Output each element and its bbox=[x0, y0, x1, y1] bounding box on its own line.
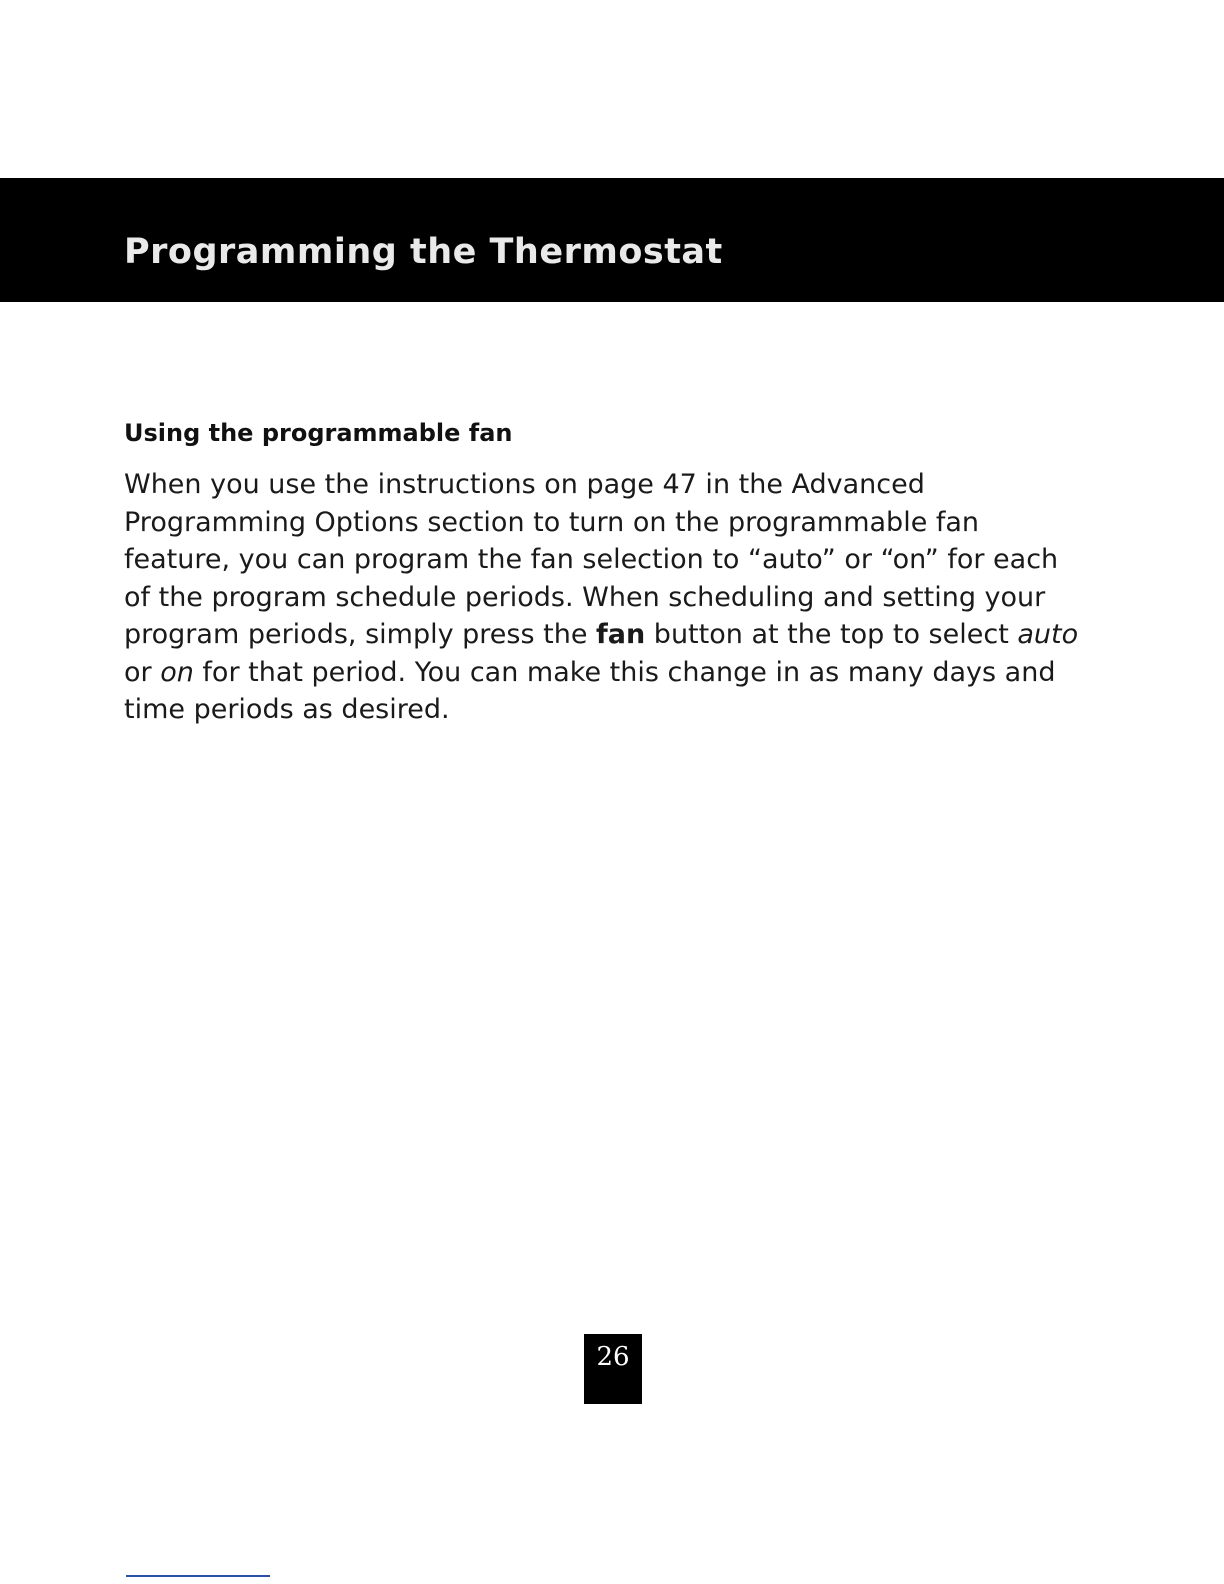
on-option-reference: on bbox=[160, 656, 194, 688]
paragraph-text: or bbox=[124, 656, 161, 688]
paragraph-text: button at the top to select bbox=[645, 619, 1018, 650]
section-paragraph bbox=[124, 466, 1104, 729]
paragraph-line: feature, you can program the fan selection to “auto” or “on” for each bbox=[124, 544, 1059, 575]
paragraph-line: Programming Options section to turn on the programmable fan bbox=[124, 506, 980, 538]
paragraph-line bbox=[124, 616, 1104, 654]
paragraph-text: program periods, simply press the bbox=[124, 619, 597, 650]
page-number-badge bbox=[584, 1334, 642, 1404]
section-heading: Using the programmable fan bbox=[124, 419, 513, 447]
paragraph-line: time periods as desired. bbox=[124, 694, 450, 725]
paragraph-line bbox=[124, 654, 1104, 692]
paragraph-text: for that period. You can make this change in as many days and bbox=[193, 656, 1056, 688]
page-number: 26 bbox=[596, 1342, 630, 1372]
auto-option-reference: auto bbox=[1017, 619, 1079, 650]
paragraph-line: of the program schedule periods. When scheduling and setting your bbox=[124, 581, 1046, 613]
fan-button-reference: fan bbox=[596, 619, 646, 650]
paragraph-line: When you use the instructions on page 47 in the Advanced bbox=[124, 469, 925, 500]
footer-rule bbox=[126, 1575, 270, 1577]
page-title: Programming the Thermostat bbox=[124, 232, 723, 272]
